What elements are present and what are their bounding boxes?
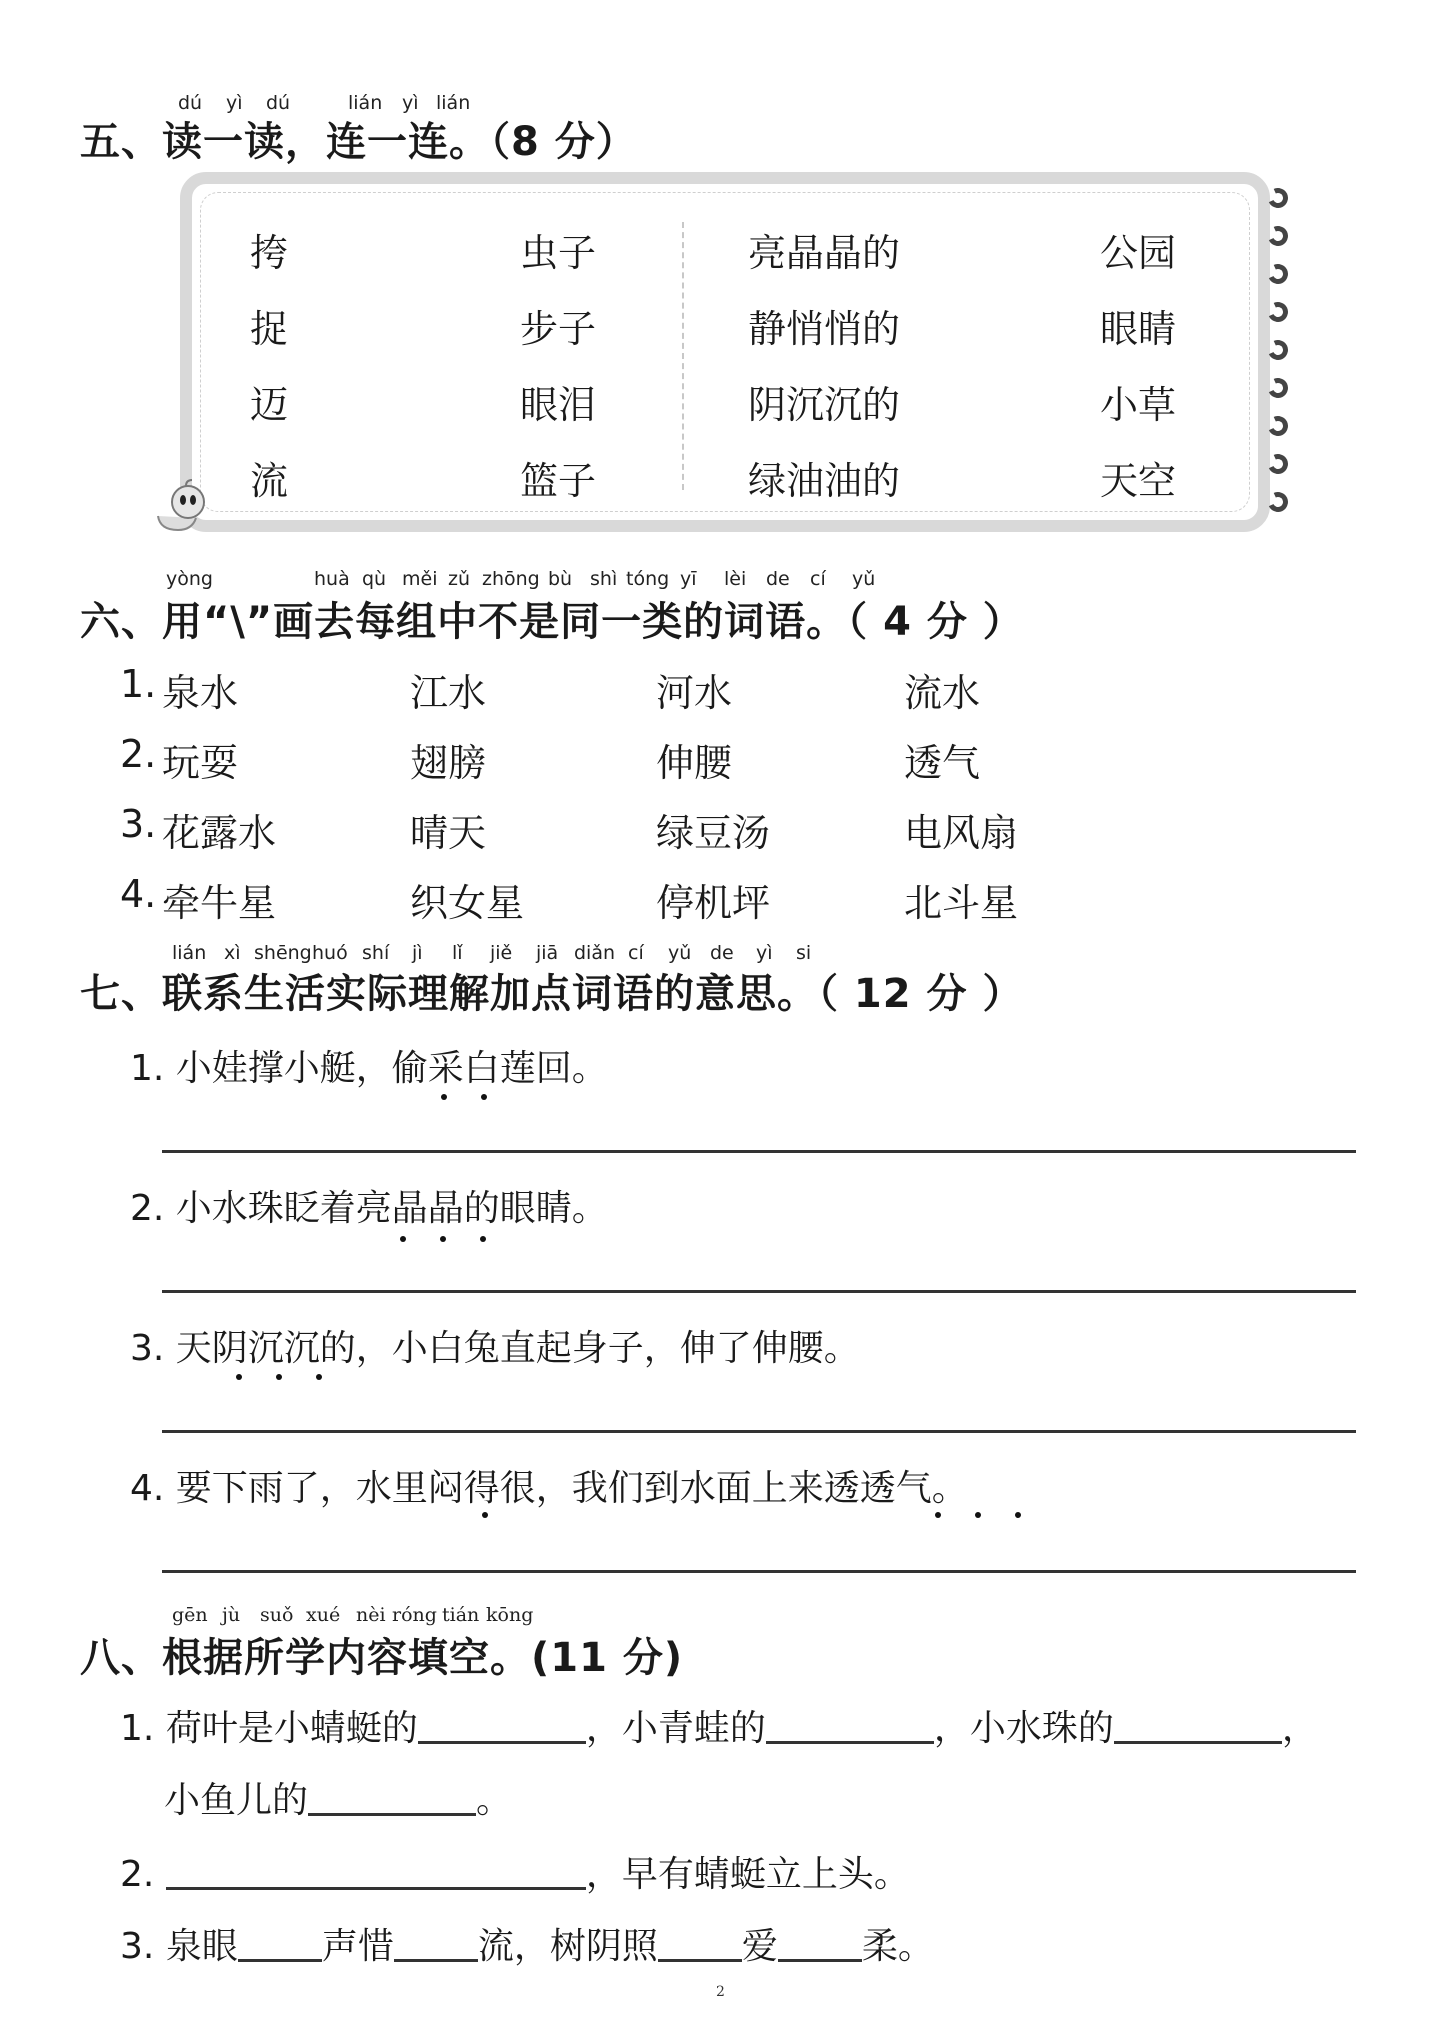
pinyin: zhōng [482, 568, 540, 590]
word-option[interactable]: 河水 [656, 671, 733, 715]
question-text: 荷叶是小蜻蜓的 [165, 1708, 418, 1749]
pinyin: shì [590, 568, 618, 590]
fill-question-1-cont [164, 1772, 512, 1823]
word-option[interactable]: 花露水 [162, 811, 277, 855]
word-option[interactable]: 翅膀 [410, 741, 487, 785]
row-number: 3. [120, 802, 157, 846]
pinyin: jiě [490, 942, 513, 964]
word-option[interactable]: 晴天 [410, 811, 487, 855]
pinyin: yī [680, 568, 697, 590]
emphasis-dot [1015, 1512, 1021, 1518]
question-number: 2. [120, 1854, 155, 1895]
match-noun[interactable]: 小草 [1100, 383, 1177, 427]
question-text: ， [1281, 1708, 1318, 1749]
pinyin: cí [810, 568, 826, 590]
word-option[interactable]: 玩耍 [162, 741, 239, 785]
answer-line[interactable] [162, 1570, 1356, 1573]
answer-line[interactable] [162, 1430, 1356, 1433]
word-option[interactable]: 泉水 [162, 671, 239, 715]
pinyin: xué [306, 1604, 341, 1626]
match-noun[interactable]: 天空 [1100, 459, 1177, 503]
emphasis-dot [480, 1236, 486, 1242]
fill-question-3 [120, 1918, 934, 1969]
pinyin: gēn [172, 1604, 208, 1626]
pinyin: bù [548, 568, 573, 590]
question-text: ，早有蜻蜓立上头。 [585, 1854, 910, 1895]
pinyin: dú [266, 92, 291, 114]
word-option[interactable]: 流水 [904, 671, 981, 715]
question-text: 泉眼 [165, 1926, 238, 1967]
match-adjective[interactable]: 静悄悄的 [748, 307, 901, 351]
question-text: 声惜 [321, 1926, 394, 1967]
blank-field[interactable] [166, 1851, 586, 1890]
fill-question-1 [120, 1700, 1318, 1751]
emphasis-dot [236, 1374, 242, 1380]
row-number: 1. [120, 662, 157, 706]
pinyin: měi [402, 568, 438, 590]
pinyin: yòng [166, 568, 213, 590]
pinyin: lián [348, 92, 383, 114]
match-noun[interactable]: 虫子 [520, 231, 597, 275]
question-text: 小鱼儿的 [164, 1780, 309, 1821]
question-number: 3. [120, 1926, 155, 1967]
answer-line[interactable] [162, 1150, 1356, 1153]
blank-field[interactable] [394, 1923, 478, 1962]
section-6-heading: 六、用“\”画去每组中不是同一类的词语。（ 4 分 ） [80, 599, 1024, 645]
question-text: 。 [476, 1780, 513, 1821]
question-sentence: 3. 天阴沉沉的，小白兔直起身子，伸了伸腰。 [130, 1328, 860, 1369]
blank-field[interactable] [658, 1923, 742, 1962]
pinyin: cí [628, 942, 644, 964]
question-sentence: 1. 小娃撑小艇，偷采白莲回。 [130, 1048, 608, 1089]
match-verb[interactable]: 流 [250, 459, 289, 503]
word-option[interactable]: 电风扇 [904, 811, 1019, 855]
pinyin: qù [362, 568, 387, 590]
word-option[interactable]: 北斗星 [904, 881, 1019, 925]
word-option[interactable]: 绿豆汤 [656, 811, 771, 855]
pinyin: lián [436, 92, 471, 114]
section-8-heading: 八、根据所学内容填空。(11 分) [80, 1635, 684, 1681]
blank-field[interactable] [766, 1705, 934, 1744]
match-adjective[interactable]: 阴沉沉的 [748, 383, 901, 427]
pinyin: shí [362, 942, 390, 964]
emphasis-dot [440, 1236, 446, 1242]
match-noun[interactable]: 篮子 [520, 459, 597, 503]
pinyin: tóng [626, 568, 670, 590]
pinyin: kōng [486, 1604, 534, 1626]
question-text: 柔。 [861, 1926, 934, 1967]
question-text: ，小水珠的 [933, 1708, 1114, 1749]
section-7-heading: 七、联系生活实际理解加点词语的意思。（ 12 分 ） [80, 971, 1024, 1017]
blank-field[interactable] [238, 1923, 322, 1962]
word-option[interactable]: 透气 [904, 741, 981, 785]
match-noun[interactable]: 眼泪 [520, 383, 597, 427]
pinyin: jù [222, 1604, 241, 1626]
dashed-divider [682, 222, 684, 490]
match-adjective[interactable]: 亮晶晶的 [748, 231, 901, 275]
pinyin: de [766, 568, 790, 590]
emphasis-dot [441, 1094, 447, 1100]
match-adjective[interactable]: 绿油油的 [748, 459, 901, 503]
pinyin: shēng [254, 942, 312, 964]
question-sentence: 2. 小水珠眨着亮晶晶的眼睛。 [130, 1188, 608, 1229]
emphasis-dot [316, 1374, 322, 1380]
pinyin: yì [226, 92, 243, 114]
pinyin: lǐ [452, 942, 463, 964]
match-verb[interactable]: 捉 [250, 307, 289, 351]
pinyin: jì [412, 942, 423, 964]
pinyin: yǔ [668, 942, 692, 964]
pinyin: huó [312, 942, 348, 964]
word-option[interactable]: 织女星 [410, 881, 525, 925]
word-option[interactable]: 伸腰 [656, 741, 733, 785]
pinyin: yǔ [852, 568, 876, 590]
question-text: 流，树阴照 [477, 1926, 658, 1967]
row-number: 2. [120, 732, 157, 776]
match-verb[interactable]: 挎 [250, 231, 289, 275]
pinyin: lián [172, 942, 207, 964]
pinyin: suǒ [260, 1604, 294, 1626]
pinyin: yì [756, 942, 773, 964]
pinyin: si [796, 942, 812, 964]
word-option[interactable]: 停机坪 [656, 881, 771, 925]
match-noun[interactable]: 眼睛 [1100, 307, 1177, 351]
pinyin: jiā [536, 942, 559, 964]
match-noun[interactable]: 步子 [520, 307, 597, 351]
blank-field[interactable] [778, 1923, 862, 1962]
pinyin: yì [402, 92, 419, 114]
pinyin: lèi [724, 568, 747, 590]
emphasis-dot [975, 1512, 981, 1518]
fill-question-2 [120, 1846, 910, 1897]
match-noun[interactable]: 公园 [1100, 231, 1177, 275]
pinyin: diǎn [574, 942, 616, 964]
pinyin: de [710, 942, 734, 964]
emphasis-dot [276, 1374, 282, 1380]
emphasis-dot [481, 1094, 487, 1100]
blank-field[interactable] [1114, 1705, 1282, 1744]
match-verb[interactable]: 迈 [250, 383, 289, 427]
emphasis-dot [482, 1512, 488, 1518]
question-number: 1. [120, 1708, 155, 1749]
page-number: 2 [716, 1984, 725, 2000]
pinyin: nèi [356, 1604, 386, 1626]
pinyin: huà [314, 568, 350, 590]
pinyin: dú [178, 92, 203, 114]
pinyin: tián [442, 1604, 480, 1626]
word-option[interactable]: 牵牛星 [162, 881, 277, 925]
question-text: 爱 [741, 1926, 778, 1967]
row-number: 4. [120, 872, 157, 916]
answer-line[interactable] [162, 1290, 1356, 1293]
blank-field[interactable] [308, 1777, 476, 1816]
emphasis-dot [935, 1512, 941, 1518]
pinyin: zǔ [448, 568, 471, 590]
section-5-heading: 五、读一读，连一连。（8 分） [80, 119, 637, 165]
blank-field[interactable] [418, 1705, 586, 1744]
word-option[interactable]: 江水 [410, 671, 487, 715]
worm-icon [152, 478, 212, 534]
question-text: ，小青蛙的 [585, 1708, 766, 1749]
question-sentence: 4. 要下雨了，水里闷得很，我们到水面上来透透气。 [130, 1468, 968, 1509]
pinyin: xì [224, 942, 241, 964]
emphasis-dot [400, 1236, 406, 1242]
pinyin: róng [392, 1604, 437, 1626]
